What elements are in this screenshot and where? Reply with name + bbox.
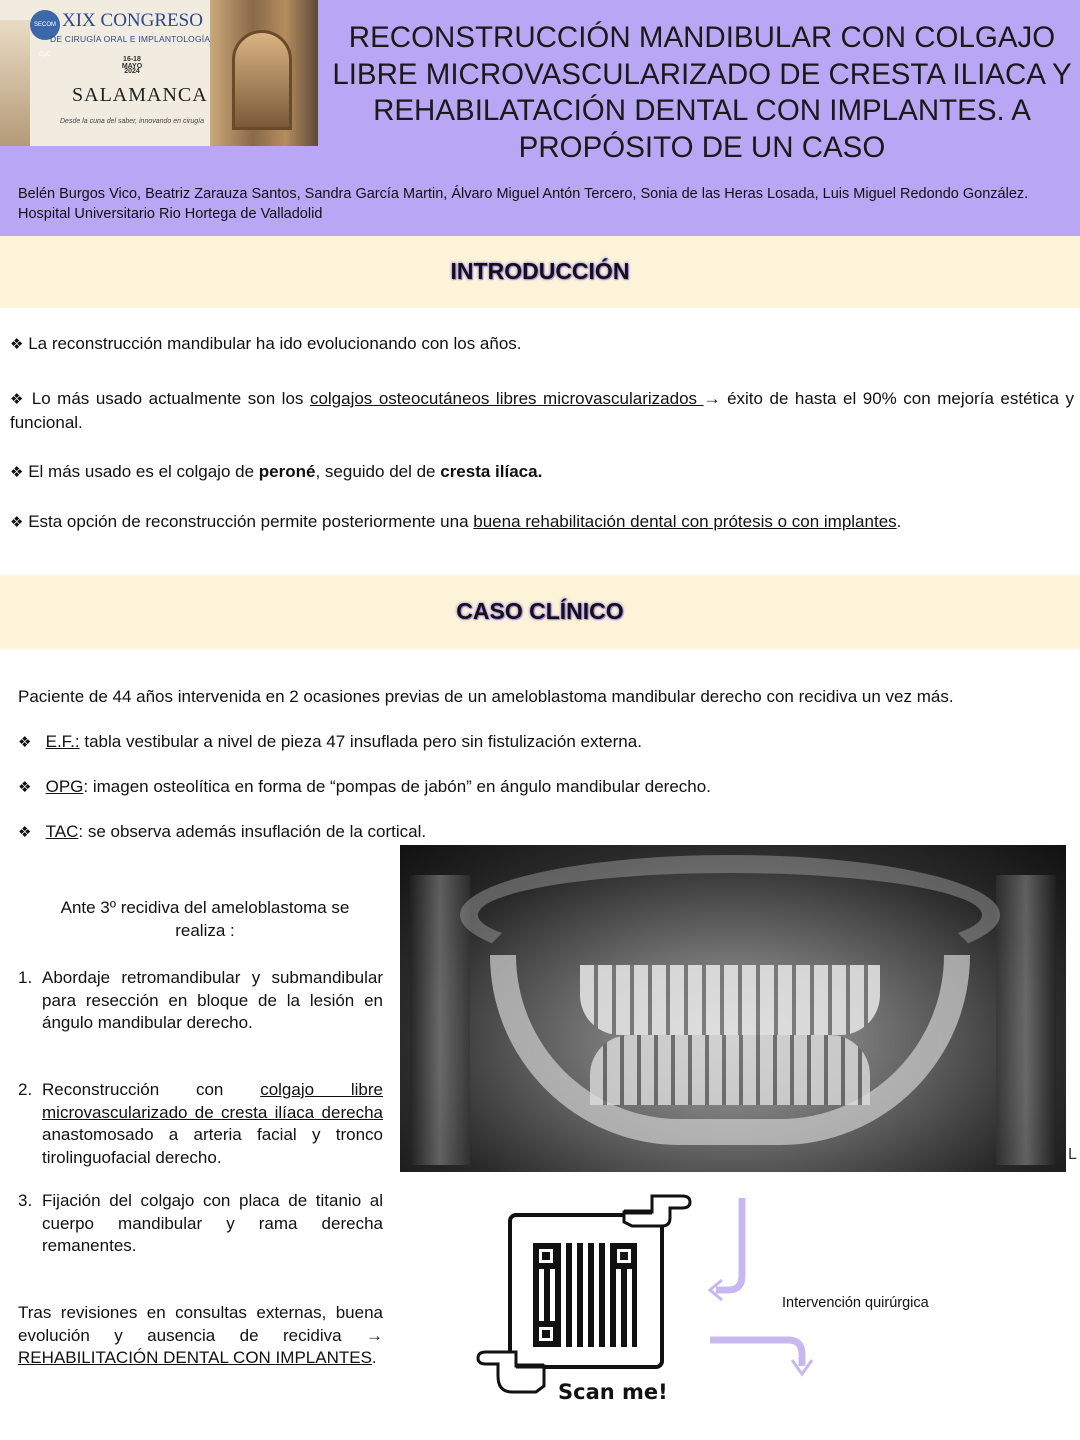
intro-bullet-1: ❖ La reconstrucción mandibular ha ido evolucionando con los años. xyxy=(10,334,522,353)
surgery-caption: Intervención quirúrgica xyxy=(782,1295,929,1311)
diamond-bullet-icon: ❖ xyxy=(10,464,24,481)
case-heading: CASO CLÍNICO xyxy=(456,598,624,624)
congress-logo xyxy=(0,0,318,146)
secom-seal: SECOM CyC xyxy=(30,10,60,40)
pointing-hand-icon xyxy=(476,1346,546,1396)
step-3-text: Fijación del colgajo con placa de titanio al cuerpo mandibular y rama derecha remanentes. xyxy=(42,1191,383,1255)
diamond-bullet-icon: ❖ xyxy=(10,336,24,353)
curved-arrow-icon xyxy=(708,1330,820,1380)
arrow-right-icon: → xyxy=(366,1325,383,1345)
case-intro: Paciente de 44 años intervenida en 2 ocasiones previas de un ameloblastoma mandibular derecho con recidiva un vez más. xyxy=(18,687,954,706)
arrow-right-icon: → xyxy=(703,389,721,408)
intro-bullet-3: ❖ El más usado es el colgajo de peroné, seguido del de cresta ilíaca. xyxy=(10,462,543,481)
logo-city: SALAMANCA xyxy=(72,84,208,106)
qr-code[interactable] xyxy=(533,1243,637,1347)
case-tac: ❖ TAC: se observa además insuflación de la cortical. xyxy=(18,822,427,841)
pointing-hand-icon xyxy=(622,1182,692,1232)
diamond-bullet-icon: ❖ xyxy=(18,734,32,751)
tower-illustration xyxy=(0,20,30,146)
step-1-text: Abordaje retromandibular y submandibular para resección en bloque de la lesión en ángulo mandibular derecho. xyxy=(42,968,383,1032)
panoramic-xray-image xyxy=(400,845,1066,1172)
intro-heading: INTRODUCCIÓN xyxy=(450,258,630,284)
follow-up-text: Tras revisiones en consultas externas, buena evolución y ausencia de recidiva → REHABILITACIÓN DENTAL CON IMPLANTES. xyxy=(18,1303,383,1367)
case-ef: ❖ E.F.: tabla vestibular a nivel de pieza 47 insuflada pero sin fistulización externa. xyxy=(18,732,642,751)
step-1-number: 1. xyxy=(18,968,33,987)
curved-arrow-icon xyxy=(706,1196,756,1306)
authors-affiliation: Belén Burgos Vico, Beatriz Zarauza Santos, Sandra García Martin, Álvaro Miguel Antón Tercero, Sonia de las Heras Losada, Luis Miguel Redondo González. Hospital Universitario Rio Hortega de Valladolid xyxy=(18,186,1029,222)
procedure-intro: Ante 3º recidiva del ameloblastoma se realiza : xyxy=(60,898,350,940)
poster-title: RECONSTRUCCIÓN MANDIBULAR CON COLGAJO LIBRE MICROVASCULARIZADO DE CRESTA ILIACA Y REHABILATACIÓN DENTAL CON IMPLANTES. A PROPÓSITO DE UN CASO xyxy=(332,21,1072,164)
intro-bullet-2: ❖ Lo más usado actualmente son los colgajos osteocutáneos libres microvascularizados → éxito de hasta el 90% con mejoría estética y funcional. xyxy=(10,389,1075,432)
logo-year: 2024 xyxy=(124,68,140,75)
logo-motto: Desde la cuna del saber, innovando en cirugía xyxy=(60,118,204,125)
intro-bullet-4: ❖ Esta opción de reconstrucción permite posteriormente una buena rehabilitación dental con prótesis o con implantes. xyxy=(10,512,902,531)
diamond-bullet-icon: ❖ xyxy=(10,391,26,408)
logo-title: XIX CONGRESO xyxy=(62,10,203,31)
diamond-bullet-icon: ❖ xyxy=(18,824,32,841)
poster-header xyxy=(0,0,1080,236)
scan-me-label: Scan me! xyxy=(558,1380,668,1404)
diamond-bullet-icon: ❖ xyxy=(18,779,32,796)
step-2-number: 2. xyxy=(18,1080,33,1099)
cathedral-illustration xyxy=(210,0,318,146)
step-2-text: Reconstrucción con colgajo libre microvascularizado de cresta ilíaca derecha anastomosado a arteria facial y tronco tirolinguofacial derecho. xyxy=(42,1080,383,1167)
logo-subtitle: DE CIRUGÍA ORAL E IMPLANTOLOGÍA xyxy=(50,34,211,44)
diamond-bullet-icon: ❖ xyxy=(10,514,24,531)
case-opg: ❖ OPG: imagen osteolítica en forma de “pompas de jabón” en ángulo mandibular derecho. xyxy=(18,777,711,796)
logo-dates: 16-18 MAYO xyxy=(121,56,143,70)
step-3-number: 3. xyxy=(18,1191,33,1210)
xray-side-label: L xyxy=(1068,1146,1077,1163)
